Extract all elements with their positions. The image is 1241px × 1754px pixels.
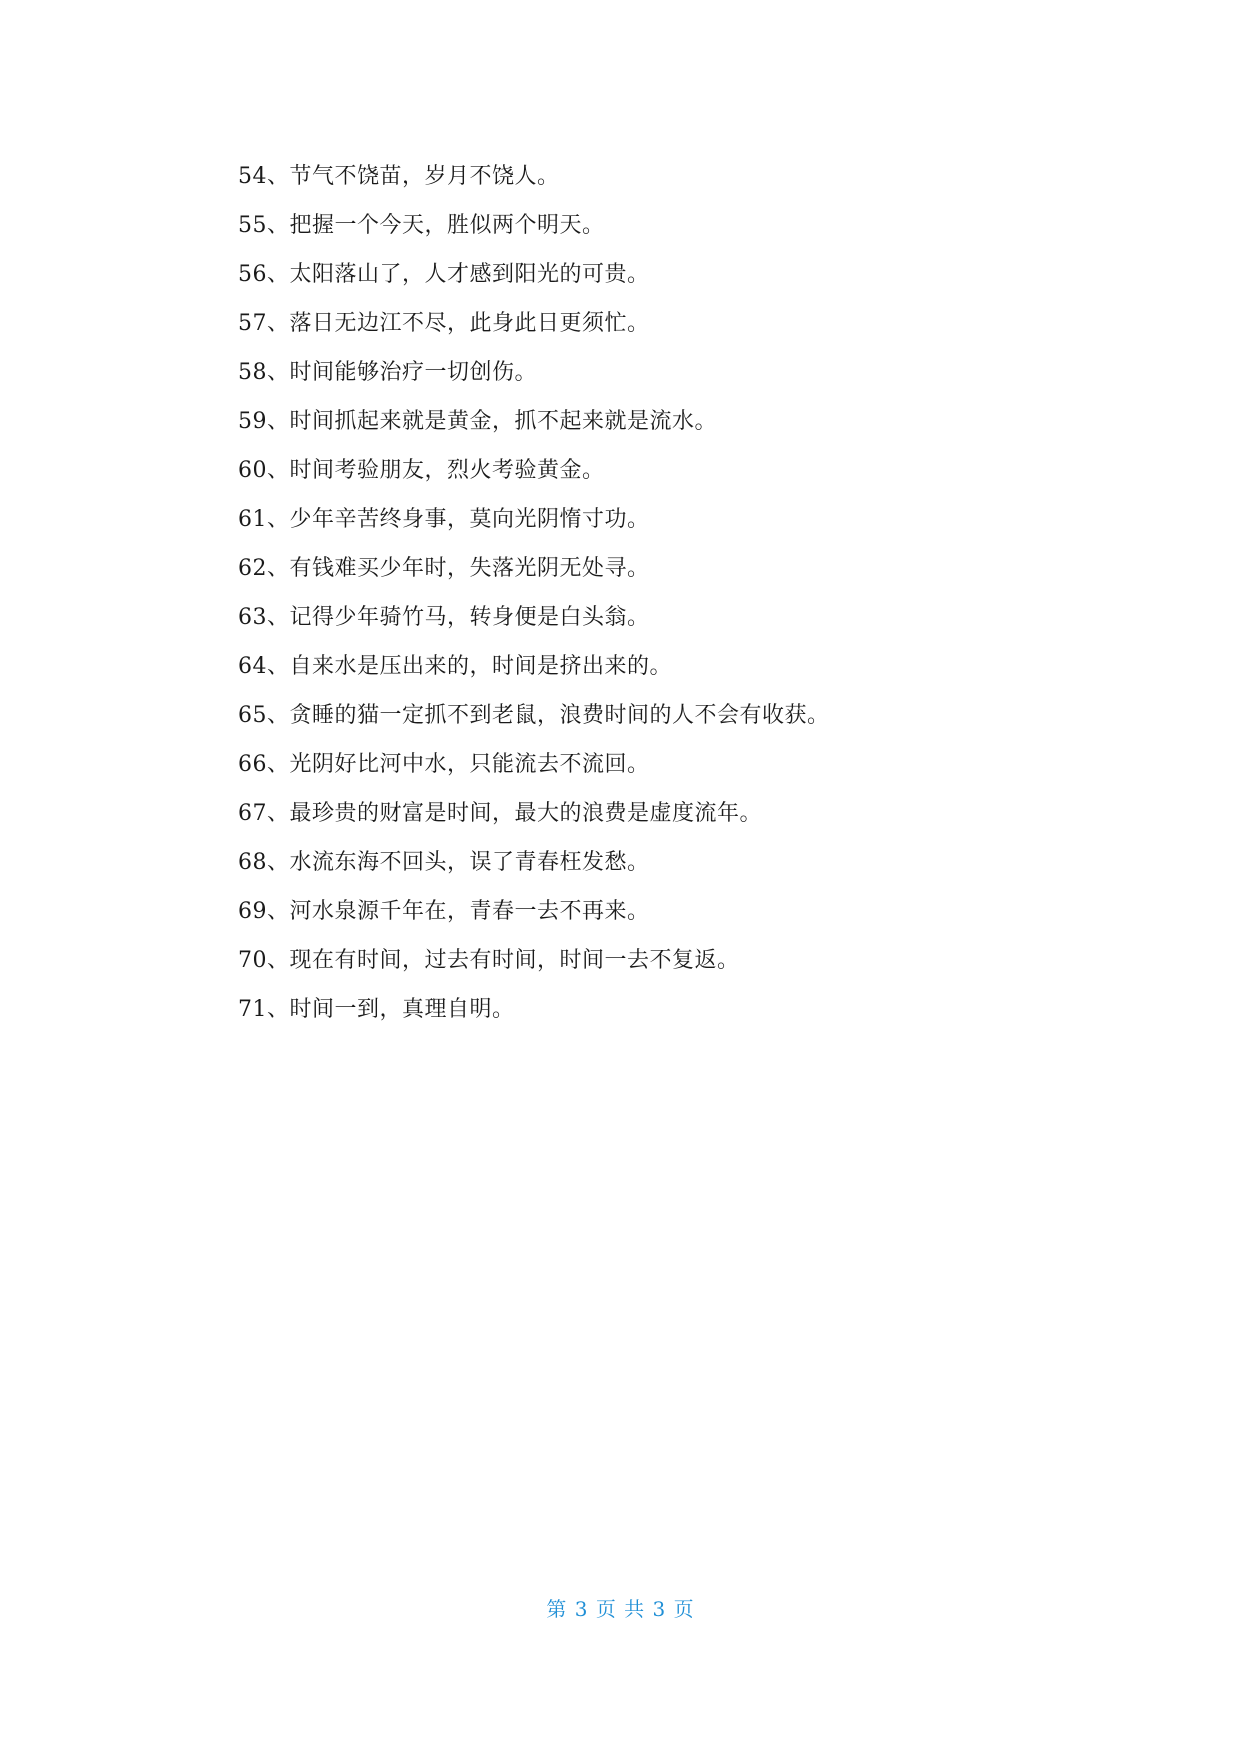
list-item: 71、时间一到，真理自明。 — [238, 997, 515, 1022]
list-item: 65、贪睡的猫一定抓不到老鼠，浪费时间的人不会有收获。 — [238, 703, 830, 728]
list-item: 64、自来水是压出来的，时间是挤出来的。 — [238, 654, 672, 679]
list-item: 70、现在有时间，过去有时间，时间一去不复返。 — [238, 948, 740, 973]
page-footer-indicator: 第 3 页 共 3 页 — [546, 1597, 695, 1621]
list-item: 69、河水泉源千年在，青春一去不再来。 — [238, 899, 650, 924]
list-item: 61、少年辛苦终身事，莫向光阴惰寸功。 — [238, 507, 650, 532]
list-item: 62、有钱难买少年时，失落光阴无处寻。 — [238, 556, 650, 581]
list-item: 63、记得少年骑竹马，转身便是白头翁。 — [238, 605, 650, 630]
list-item: 57、落日无边江不尽，此身此日更须忙。 — [238, 311, 650, 336]
list-item: 54、节气不饶苗，岁月不饶人。 — [238, 164, 560, 189]
quote-list — [238, 152, 1058, 1034]
list-item: 56、太阳落山了，人才感到阳光的可贵。 — [238, 262, 650, 287]
list-item: 60、时间考验朋友，烈火考验黄金。 — [238, 458, 605, 483]
list-item: 55、把握一个今天，胜似两个明天。 — [238, 213, 605, 238]
list-item: 58、时间能够治疗一切创伤。 — [238, 360, 537, 385]
list-item: 68、水流东海不回头，误了青春枉发愁。 — [238, 850, 650, 875]
list-item: 59、时间抓起来就是黄金，抓不起来就是流水。 — [238, 409, 717, 434]
list-item: 67、最珍贵的财富是时间，最大的浪费是虚度流年。 — [238, 801, 762, 826]
list-item: 66、光阴好比河中水，只能流去不流回。 — [238, 752, 650, 777]
